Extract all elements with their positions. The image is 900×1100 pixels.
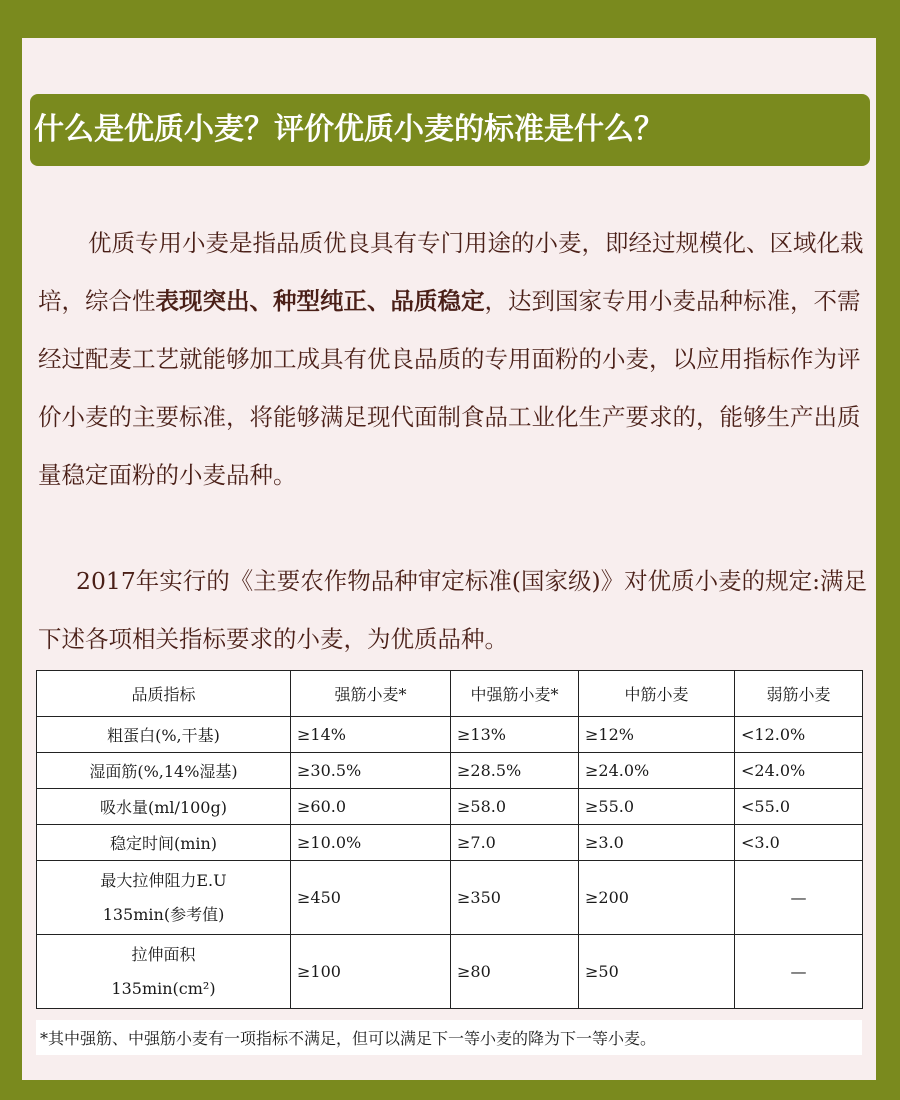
footnote: *其中强筋、中强筋小麦有一项指标不满足，但可以满足下一等小麦的降为下一等小麦。 (36, 1020, 862, 1055)
intro-text-a: 优质专用小麦是指品质优良具有专门用途的小麦，即经过规模化、区域化栽培，综合性 (38, 229, 864, 315)
header-cell: 弱筋小麦 (735, 671, 863, 717)
table-cell: <24.0% (735, 753, 863, 789)
table-cell: ≥100 (291, 935, 451, 1009)
table-cell: ≥450 (291, 861, 451, 935)
table-row (37, 717, 863, 753)
table-cell: — (735, 861, 863, 935)
table-cell: ≥28.5% (451, 753, 579, 789)
quality-table-wrap (36, 670, 862, 1009)
table-row (37, 789, 863, 825)
table-row (37, 825, 863, 861)
table-row (37, 861, 863, 935)
row-label: 稳定时间(min) (37, 825, 291, 861)
table-cell: <12.0% (735, 717, 863, 753)
table-cell: ≥55.0 (579, 789, 735, 825)
header-cell: 中筋小麦 (579, 671, 735, 717)
quality-table (36, 670, 863, 1009)
row-label (37, 935, 291, 1009)
row-label: 粗蛋白(%,干基) (37, 717, 291, 753)
table-cell: ≥24.0% (579, 753, 735, 789)
row-label-line2: 135min(参考值) (102, 904, 225, 924)
row-label: 湿面筋(%,14%湿基) (37, 753, 291, 789)
table-cell: ≥7.0 (451, 825, 579, 861)
table-cell: ≥30.5% (291, 753, 451, 789)
page-title: 什么是优质小麦？评价优质小麦的标准是什么？ (30, 94, 870, 166)
table-cell: ≥12% (579, 717, 735, 753)
header-cell: 强筋小麦* (291, 671, 451, 717)
row-label-line1: 最大拉伸阻力E.U (100, 870, 227, 890)
intro-text-bold: 表现突出、种型纯正、品质稳定 (155, 287, 485, 315)
table-cell: ≥13% (451, 717, 579, 753)
table-cell: ≥80 (451, 935, 579, 1009)
header-cell: 品质指标 (37, 671, 291, 717)
row-label (37, 861, 291, 935)
table-cell: ≥50 (579, 935, 735, 1009)
table-cell: ≥60.0 (291, 789, 451, 825)
table-header-row (37, 671, 863, 717)
row-label-line2: 135min(cm²) (111, 978, 216, 998)
table-cell: — (735, 935, 863, 1009)
table-cell: ≥14% (291, 717, 451, 753)
intro-paragraph (38, 214, 870, 504)
row-label-line1: 拉伸面积 (131, 944, 196, 964)
standard-text: 2017年实行的《主要农作物品种审定标准(国家级)》对优质小麦的规定:满足下述各项相关指标要求的小麦，为优质品种。 (38, 567, 868, 653)
table-cell: ≥200 (579, 861, 735, 935)
header-cell: 中强筋小麦* (451, 671, 579, 717)
table-row (37, 935, 863, 1009)
table-cell: ≥350 (451, 861, 579, 935)
table-cell: ≥3.0 (579, 825, 735, 861)
table-cell: ≥10.0% (291, 825, 451, 861)
intro-text-b: ，达到国家专用小麦品种标准，不需经过配麦工艺就能够加工成具有优良品质的专用面粉的小麦，以应用指标作为评价小麦的主要标准，将能够满足现代面制食品工业化生产要求的，能够生产出质量稳定面粉的小麦品种。 (38, 287, 861, 489)
table-row (37, 753, 863, 789)
table-cell: <55.0 (735, 789, 863, 825)
table-cell: ≥58.0 (451, 789, 579, 825)
content-card (22, 38, 876, 1080)
standard-paragraph (38, 552, 870, 668)
table-cell: <3.0 (735, 825, 863, 861)
row-label: 吸水量(ml/100g) (37, 789, 291, 825)
